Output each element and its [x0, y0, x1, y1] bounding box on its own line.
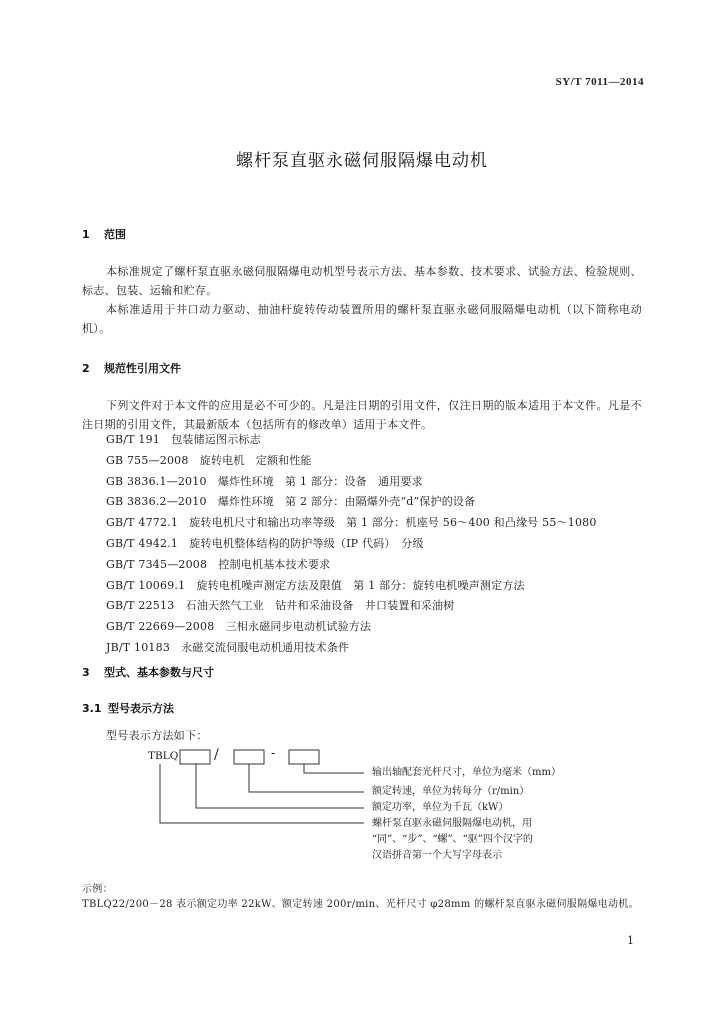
- subsection-title: 型号表示方法: [108, 702, 174, 715]
- label-power: 额定功率，单位为千瓦（kW）: [372, 802, 509, 813]
- standard-code: SY/T 7011—2014: [555, 76, 644, 88]
- subsection-number: 3.1: [82, 702, 102, 715]
- leader-speed: [249, 764, 364, 792]
- example-label: 示例：: [82, 884, 113, 895]
- example-text: TBLQ22/200－28 表示额定功率 22kW、额定转速 200r/min、光杆尺寸 φ28mm 的螺杆泵直驱永磁伺服隔爆电动机。: [82, 899, 639, 910]
- label-prefix-line-2: “同”、“步”、“螺”、“驱”四个汉字的: [372, 834, 533, 845]
- section-title: 规范性引用文件: [104, 362, 181, 375]
- leader-rod-size: [304, 764, 364, 773]
- speed-field-box: [234, 750, 264, 764]
- subsection-3-1-heading: [82, 700, 174, 716]
- reference-item: GB/T 191 包装储运图示标志: [106, 433, 261, 446]
- section-title: 型式、基本参数与尺寸: [104, 666, 214, 679]
- section-1-paragraph-2: 本标准适用于井口动力驱动、抽油杆旋转传动装置所用的螺杆泵直驱永磁伺服隔爆电动机（以下简称电动机）。: [82, 303, 642, 335]
- model-designation-diagram: [0, 740, 724, 870]
- section-2-intro: 下列文件对于本文件的应用是必不可少的。凡是注日期的引用文件，仅注日期的版本适用于本文件。凡是不注日期的引用文件，其最新版本（包括所有的修改单）适用于本文件。: [82, 399, 642, 431]
- section-3-heading: [82, 664, 214, 680]
- slash-separator: /: [214, 747, 219, 763]
- section-number: 1: [82, 228, 90, 241]
- reference-item: GB 3836.1—2010 爆炸性环境 第 1 部分：设备 通用要求: [106, 474, 423, 488]
- section-number: 2: [82, 362, 90, 375]
- reference-item: GB 755—2008 旋转电机 定额和性能: [106, 453, 312, 467]
- document-title: 螺杆泵直驱永磁伺服隔爆电动机: [236, 151, 488, 171]
- section-2-heading: [82, 360, 181, 376]
- leader-power: [196, 764, 364, 808]
- reference-list: [106, 430, 646, 659]
- reference-item: GB 3836.2—2010 爆炸性环境 第 2 部分：由隔爆外壳“d”保护的设备: [106, 495, 476, 509]
- reference-item: JB/T 10183 永磁交流伺服电动机通用技术条件: [106, 640, 350, 654]
- reference-item: GB/T 7345—2008 控制电机基本技术要求: [106, 557, 331, 571]
- label-prefix-line-3: 汉语拼音第一个大写字母表示: [372, 850, 502, 861]
- reference-item: GB/T 22513 石油天然气工业 钻井和采油设备 井口装置和采油树: [106, 599, 455, 613]
- section-title: 范围: [104, 228, 126, 241]
- label-prefix-line-1: 螺杆泵直驱永磁伺服隔爆电动机，用: [372, 818, 532, 829]
- model-prefix: TBLQ: [148, 750, 179, 762]
- dash-separator: -: [271, 746, 276, 761]
- section-1-paragraph-1: 本标准规定了螺杆泵直驱永磁伺服隔爆电动机型号表示方法、基本参数、技术要求、试验方法、检验规则、标志、包装、运输和贮存。: [82, 265, 642, 297]
- power-field-box: [180, 750, 210, 764]
- label-rod-size: 输出轴配套光杆尺寸，单位为毫米（mm）: [372, 767, 561, 778]
- reference-item: GB/T 22669—2008 三相永磁同步电动机试验方法: [106, 620, 372, 634]
- model-intro: 型号表示方法如下：: [106, 729, 208, 742]
- reference-item: GB/T 4942.1 旋转电机整体结构的防护等级（IP 代码） 分级: [106, 536, 424, 550]
- reference-item: GB/T 4772.1 旋转电机尺寸和输出功率等级 第 1 部分：机座号 56～400 和凸缘号 55～1080: [106, 516, 597, 530]
- reference-item: GB/T 10069.1 旋转电机噪声测定方法及限值 第 1 部分：旋转电机噪声测定方法: [106, 578, 525, 592]
- page-number: 1: [627, 934, 634, 947]
- label-speed: 额定转速，单位为转每分（r/min）: [372, 786, 530, 797]
- section-number: 3: [82, 666, 90, 679]
- section-1-heading: [82, 226, 126, 242]
- designation-lines: [0, 740, 724, 870]
- rod-size-field-box: [289, 750, 319, 764]
